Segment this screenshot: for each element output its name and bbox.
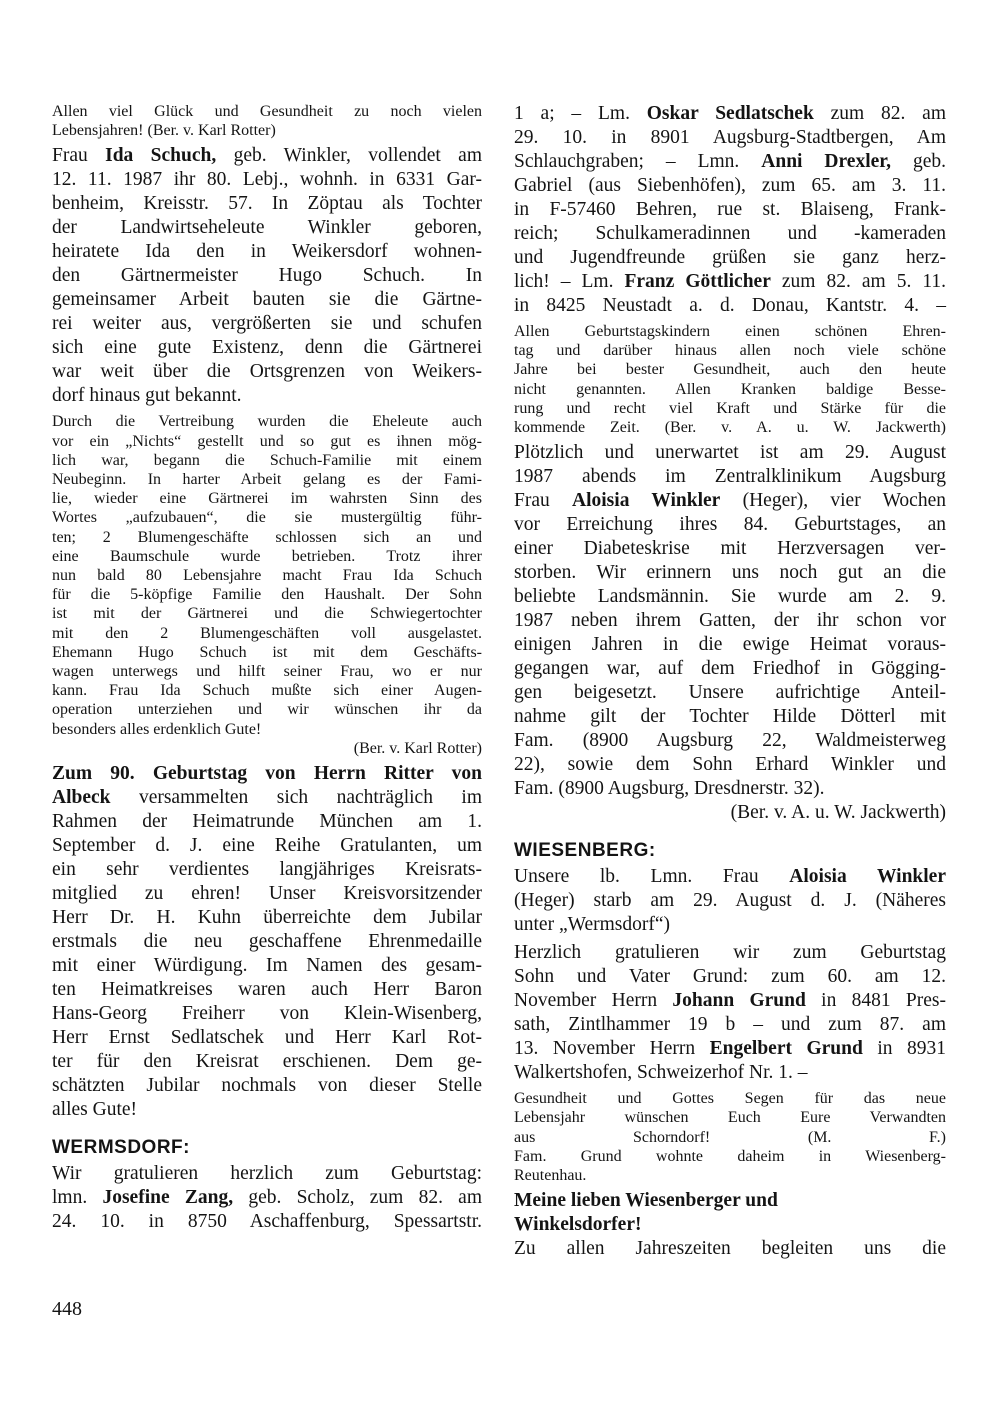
text-line: 13. November Herrn Engelbert Grund in 8931 bbox=[514, 1038, 947, 1060]
text-line: Walkertshofen, Schweizerhof Nr. 1. – bbox=[514, 1062, 808, 1084]
text-line: mit einer Würdigung. Im Namen des gesam- bbox=[52, 955, 482, 977]
bold-name: Zum 90. Geburtstag von Herrn Ritter von bbox=[52, 763, 482, 785]
text-line: in F-57460 Behren, rue st. Blaiseng, Frank- bbox=[514, 199, 946, 220]
paragraph bbox=[52, 1162, 482, 1234]
text-line: ist mit der Gärtnerei und die Schwiegertochter bbox=[52, 605, 482, 623]
text-line: Zu allen Jahreszeiten begleiten uns die bbox=[514, 1238, 946, 1260]
text-line: ten; 2 Blumengeschäfte schlossen sich an und bbox=[52, 528, 482, 546]
text-line: kann. Frau Ida Schuch mußte sich einer Augen- bbox=[52, 682, 482, 700]
text-line: ein sehr verdientes langjähriges Kreisrats- bbox=[52, 859, 482, 881]
text-line: rung und recht viel Kraft und Stärke für die bbox=[514, 399, 946, 417]
text-line: Wortes „aufzubauen“, die sie mustergültig führ- bbox=[52, 509, 482, 527]
bold-name: Meine lieben Wiesenberger und bbox=[514, 1190, 778, 1212]
text-line: lie, wieder eine Gärtnerei im wahrsten Sinn des bbox=[52, 490, 482, 508]
paragraph bbox=[514, 1189, 946, 1261]
text-line: besonders alles erdenklich Gute! bbox=[52, 720, 262, 738]
left-column bbox=[52, 102, 482, 1238]
report-credit: (Ber. v. A. u. W. Jackwerth) bbox=[730, 802, 946, 824]
text-line: Fam. (8900 Augsburg 22, Waldmeisterweg bbox=[514, 730, 946, 752]
text-line: tag und darüber hinaus allen noch viele schöne bbox=[514, 342, 946, 360]
paragraph bbox=[514, 1089, 946, 1185]
section-heading: WIESENBERG: bbox=[514, 840, 656, 862]
text-line: erstmals die neu geschaffene Ehrenmedaille bbox=[52, 931, 482, 953]
text-line: 29. 10. in 8901 Augsburg-Stadtbergen, Am bbox=[514, 127, 946, 148]
text-line bbox=[52, 762, 482, 786]
bold-name: Winkelsdorfer! bbox=[514, 1214, 642, 1236]
text-line: nahme gilt der Tochter Hilde Dötterl mit bbox=[514, 706, 946, 728]
paragraph bbox=[52, 144, 482, 408]
text-line: kommende Zeit. (Ber. v. A. u. W. Jackwerth) bbox=[514, 419, 946, 437]
text-line: der Landwirtseheleute Winkler geboren, bbox=[52, 217, 482, 239]
paragraph bbox=[514, 865, 946, 937]
text-line: sath, Zintlhammer 19 b – und zum 87. am bbox=[514, 1014, 946, 1036]
text-line: unter „Wermsdorf“) bbox=[514, 914, 670, 936]
text-line: mit den 2 Blumengeschäften voll ausgelastet. bbox=[52, 624, 482, 642]
section-heading: WERMSDORF: bbox=[52, 1137, 190, 1159]
text-line: Herr Ernst Sedlatschek und Herr Karl Rot- bbox=[52, 1027, 482, 1049]
text-line: Albeck versammelten sich nachträglich im bbox=[52, 787, 482, 809]
text-line: Wir gratulieren herzlich zum Geburtstag: bbox=[52, 1163, 482, 1185]
text-line: Herr Dr. H. Kuhn überreichte dem Jubilar bbox=[52, 907, 482, 929]
paragraph bbox=[514, 322, 946, 437]
text-line: Jahre bei bester Gesundheit, auch den heute bbox=[514, 361, 946, 379]
text-line: nun bald 80 Lebensjahre macht Frau Ida Schuch bbox=[52, 567, 482, 585]
text-line: 24. 10. in 8750 Aschaffenburg, Spessartstr. bbox=[52, 1211, 482, 1233]
text-line: 12. 11. 1987 ihr 80. Lebj., wohnh. in 6331 Gar- bbox=[52, 169, 482, 191]
text-line: gegangen war, auf dem Friedhof in Gögging- bbox=[514, 658, 946, 680]
text-line: Herzlich gratulieren wir zum Geburtstag bbox=[514, 942, 946, 964]
text-line: Ehemann Hugo Schuch ist mit dem Geschäfts- bbox=[52, 643, 482, 661]
bold-name: Johann Grund bbox=[672, 990, 806, 1012]
text-line: ter für den Kreisrat erschienen. Dem ge- bbox=[52, 1051, 482, 1073]
paragraph bbox=[52, 412, 482, 758]
text-line: Unsere lb. Lmn. Frau Aloisia Winkler bbox=[514, 866, 946, 888]
text-line: lich! – Lm. Franz Göttlicher zum 82. am 5. 11. bbox=[514, 271, 946, 292]
text-line: war weit über die Ortsgrenzen von Weikers- bbox=[52, 361, 482, 383]
text-line: Frau Aloisia Winkler (Heger), vier Wochen bbox=[514, 490, 946, 512]
report-credit: (Ber. v. Karl Rotter) bbox=[353, 739, 482, 757]
bold-name: Franz Göttlicher bbox=[624, 271, 771, 292]
text-line: Fam. Grund wohnte daheim in Wiesenberg- bbox=[514, 1147, 946, 1165]
text-line: dorf hinaus gut bekannt. bbox=[52, 385, 242, 407]
text-line: einer Diabeteskrise mit Herzversagen ver- bbox=[514, 538, 946, 560]
text-line: nicht genannten. Allen Kranken baldige Besse- bbox=[514, 380, 946, 398]
text-line: 1987 neben ihrem Gatten, der ihr schon vor bbox=[514, 610, 946, 632]
right-column bbox=[514, 102, 946, 1265]
text-line: schätzten Jubilar nochmals von dieser Stelle bbox=[52, 1075, 482, 1097]
text-line: Sohn und Vater Grund: zum 60. am 12. bbox=[514, 966, 946, 988]
text-line: Gabriel (aus Siebenhöfen), zum 65. am 3. 11. bbox=[514, 175, 946, 196]
text-line: Gesundheit und Gottes Segen für das neue bbox=[514, 1090, 946, 1108]
text-line: Schlauchgraben; – Lmn. Anni Drexler, geb. bbox=[514, 151, 946, 172]
text-line: Lebensjahr wünschen Euch Eure Verwandten bbox=[514, 1109, 946, 1127]
text-line: sich eine gute Existenz, denn die Gärtnerei bbox=[52, 337, 482, 359]
text-line: (Heger) starb am 29. August d. J. (Näheres bbox=[514, 890, 946, 912]
bold-name: Aloisia Winkler bbox=[572, 490, 721, 512]
text-line: vor ein „Nichts“ gestellt und so gut es ihnen mög- bbox=[52, 432, 482, 450]
text-line: Allen Geburtstagskindern einen schönen Ehren- bbox=[514, 323, 946, 340]
text-line: 22), sowie dem Sohn Erhard Winkler und bbox=[514, 754, 946, 776]
paragraph bbox=[514, 102, 946, 318]
text-line bbox=[514, 1189, 946, 1213]
text-line: Rahmen der Heimatrunde München am 1. bbox=[52, 811, 482, 833]
bold-name: Aloisia Winkler bbox=[789, 866, 946, 888]
text-line: Lebensjahren! (Ber. v. Karl Rotter) bbox=[52, 122, 276, 140]
bold-name: Anni Drexler, bbox=[761, 151, 892, 172]
text-line: mitglied zu ehren! Unser Kreisvorsitzender bbox=[52, 883, 482, 905]
text-line: beliebte Landsmännin. Sie wurde am 2. 9. bbox=[514, 586, 946, 608]
text-line: November Herrn Johann Grund in 8481 Pres- bbox=[514, 990, 946, 1012]
text-line: ten Heimatkreises waren auch Herr Baron bbox=[52, 979, 482, 1001]
text-line: den Gärtnermeister Hugo Schuch. In bbox=[52, 265, 482, 287]
text-line: für die 5-köpfige Familie den Haushalt. Der Sohn bbox=[52, 586, 482, 604]
text-line: storben. Wir erinnern uns noch gut an die bbox=[514, 562, 946, 584]
paragraph bbox=[514, 441, 946, 825]
text-line: lmn. Josefine Zang, geb. Scholz, zum 82. am bbox=[52, 1187, 482, 1209]
text-line: Durch die Vertreibung wurden die Eheleute auch bbox=[52, 413, 482, 431]
paragraph bbox=[52, 102, 482, 140]
text-line: September d. J. eine Reihe Gratulanten, um bbox=[52, 835, 482, 857]
text-line: eine Baumschule wurde betrieben. Trotz ihrer bbox=[52, 547, 482, 565]
text-line: heiratete Ida den in Weikersdorf wohnen- bbox=[52, 241, 482, 263]
bold-name: Oskar Sedlatschek bbox=[646, 103, 814, 124]
text-line: vor Erreichung ihres 84. Geburtstages, an bbox=[514, 514, 946, 536]
text-line: Reutenhau. bbox=[514, 1167, 587, 1185]
page-number: 448 bbox=[52, 1298, 82, 1320]
text-line: Hans-Georg Freiherr von Klein-Wisenberg, bbox=[52, 1003, 482, 1025]
text-line: Plötzlich und unerwartet ist am 29. August bbox=[514, 442, 946, 464]
text-line: benheim, Kreisstr. 57. In Zöptau als Tochter bbox=[52, 193, 482, 215]
text-line: gemeinsamer Arbeit bauten sie die Gärtne- bbox=[52, 289, 482, 311]
bold-name: Ida Schuch, bbox=[105, 145, 217, 167]
text-line: rei weiter aus, vergrößerten sie und schufen bbox=[52, 313, 482, 335]
text-line: lich war, begann die Schuch-Familie mit einem bbox=[52, 451, 482, 469]
text-line: gen beigesetzt. Unsere aufrichtige Anteil- bbox=[514, 682, 946, 704]
text-line: in 8425 Neustadt a. d. Donau, Kantstr. 4. – bbox=[514, 295, 946, 316]
text-line: einigen Jahren in die ewige Heimat voraus- bbox=[514, 634, 946, 656]
text-line: Allen viel Glück und Gesundheit zu noch vielen bbox=[52, 103, 482, 120]
text-line: aus Schorndorf! (M. F.) bbox=[514, 1128, 946, 1146]
text-line: operation unterziehen und wir wünschen ihr da bbox=[52, 701, 482, 719]
text-line bbox=[514, 1213, 946, 1237]
text-line: 1987 abends im Zentralklinikum Augsburg bbox=[514, 466, 946, 488]
paragraph bbox=[514, 941, 946, 1085]
bold-name: Josefine Zang, bbox=[102, 1187, 234, 1209]
text-line: und Jugendfreunde grüßen sie ganz herz- bbox=[514, 247, 946, 268]
text-line: Fam. (8900 Augsburg, Dresdnerstr. 32). bbox=[514, 778, 825, 800]
text-line: alles Gute! bbox=[52, 1099, 138, 1121]
bold-name: Engelbert Grund bbox=[709, 1038, 863, 1060]
bold-name: Albeck bbox=[52, 787, 111, 809]
text-line: Neubeginn. In harter Arbeit gelang es der Fami- bbox=[52, 471, 482, 489]
text-line: wagen unterwegs und hilft seiner Frau, wo er nur bbox=[52, 663, 482, 681]
paragraph bbox=[52, 762, 482, 1122]
text-line: reich; Schulkameradinnen und -kameraden bbox=[514, 223, 946, 244]
text-line: 1 a; – Lm. Oskar Sedlatschek zum 82. am bbox=[514, 103, 946, 124]
text-line: Frau Ida Schuch, geb. Winkler, vollendet am bbox=[52, 145, 482, 167]
